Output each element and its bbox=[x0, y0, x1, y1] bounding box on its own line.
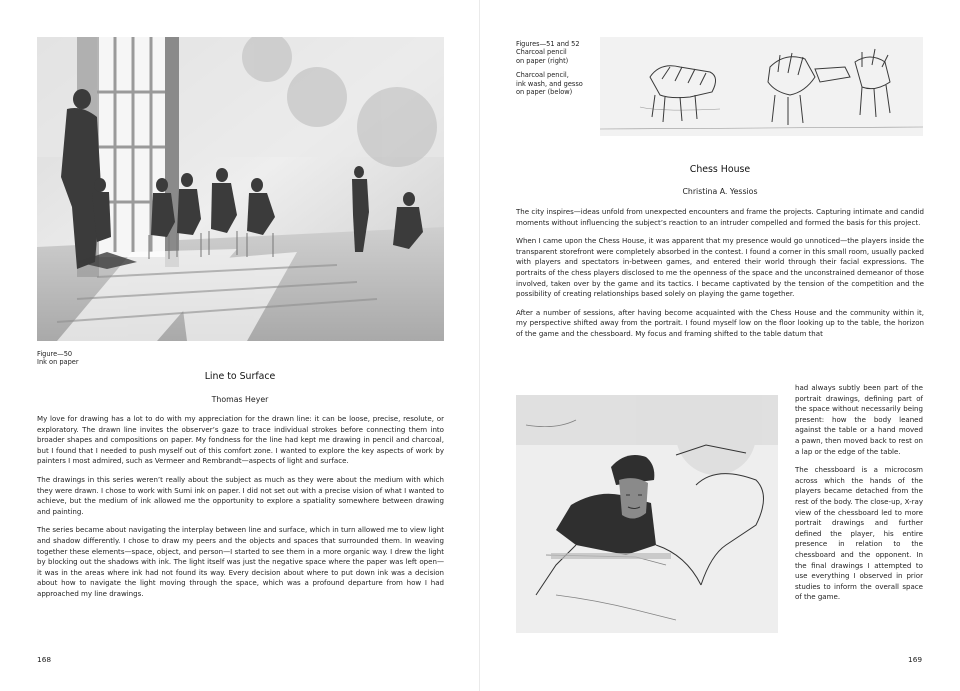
article-body bbox=[516, 207, 924, 348]
figure-50-caption bbox=[37, 350, 79, 367]
body-paragraph: The series became about navigating the interplay between line and surface, which in turn allowed me to view light and shadow differently. I chose to draw my peers and the objects and spaces that surrounded them. In weaving together these elements—space, object, and person—I started to see them in a more organic way. I drew the light by blocking out the shadows with ink. The light itself was just the negative space where the paper was left open—it was in the areas where ink had not found its way. Every decision about where to put down ink was a decision about how to navigate the light moving through the space, which was a profound departure from how I had approached my line drawings. bbox=[37, 525, 444, 598]
figure-52-chess-player-drawing bbox=[516, 395, 778, 633]
page-number: 168 bbox=[37, 655, 52, 664]
body-paragraph: The chessboard is a microcosm across which the hands of the players became detached from the rest of the body. The close-up, X-ray view of the chessboard led to more portrait drawings and further defined the player, his entire presence in relation to the chessboard and the opponent. In the final drawings I attempted to use everything I observed in prior studies to inform the overall space of the game. bbox=[795, 465, 923, 602]
right-page bbox=[480, 0, 960, 691]
article-title: Chess House bbox=[689, 164, 751, 175]
body-paragraph: had always subtly been part of the portrait drawings, defining part of the space without necessarily being present: how the body leaned against the table or a hand moved a pawn, then moved back to rest on a lap or the edge of the table. bbox=[795, 383, 923, 456]
caption-line: on paper (below) bbox=[516, 88, 573, 97]
body-paragraph: The city inspires—ideas unfold from unexpected encounters and frame the projects. Capturing intimate and candid moments without influencing the subject’s reaction to an intruder compelled and formed the basis for this project. bbox=[516, 207, 924, 227]
article-title: Line to Surface bbox=[204, 371, 276, 382]
body-paragraph: The drawings in this series weren’t really about the subject as much as they were about the medium with which they were drawn. I chose to work with Sumi ink on paper. I did not set out with a precise vision of what I wanted to achieve, but the medium of ink allowed me the opportunity to explore a spatiality somewhere between drawing and painting. bbox=[37, 474, 444, 516]
wrapped-text-column bbox=[795, 383, 923, 611]
caption-line: Charcoal pencil bbox=[516, 48, 567, 57]
caption-line: Charcoal pencil, bbox=[516, 71, 569, 80]
body-paragraph: After a number of sessions, after having become acquainted with the Chess House and the community within it, my perspective shifted away from the portrait. I found myself low on the floor looking up to the table, the horizon of the game and the chessboard. My focus and framing shifted to the table datum that bbox=[516, 307, 924, 338]
caption-line: on paper (right) bbox=[516, 56, 569, 65]
figures-51-52-caption bbox=[516, 40, 583, 96]
figure-51-charcoal-hands-drawing bbox=[600, 37, 923, 136]
page-number: 169 bbox=[908, 655, 923, 664]
body-paragraph: When I came upon the Chess House, it was apparent that my presence would go unnoticed—the players inside the transparent storefront were completely absorbed in the contest. I found a corner in this small room, usually packed with players and spectators in-between games, and entered their world through their facial expressions. The portraits of the chess players disclosed to me the openness of the space and the unconstrained demeanor of those involved, taken over by the game and its tactics. I became captivated by the tension of the competition and the possibility of creating relationships based solely on playing the game together. bbox=[516, 236, 924, 299]
article-author: Thomas Heyer bbox=[211, 395, 269, 404]
figure-50-ink-drawing bbox=[37, 37, 444, 341]
caption-line: ink wash, and gesso bbox=[516, 79, 583, 88]
body-paragraph: My love for drawing has a lot to do with my appreciation for the drawn line: it can be loose, precise, resolute, or exploratory. The drawn line invites the observer’s gaze to trace individual strokes before connecting them into broader shapes and compositions on paper. My fondness for the line had kept me drawing in pencil and charcoal, but I found that I needed to push myself out of this comfort zone. I wanted to explore the key aspects of work by painters I most admired, such as Vermeer and Rembrandt—aspects of light and surface. bbox=[37, 414, 444, 466]
article-body bbox=[37, 414, 444, 608]
caption-line: Figures—51 and 52 bbox=[516, 40, 580, 48]
caption-line: Ink on paper bbox=[37, 358, 79, 367]
caption-line: Figure—50 bbox=[37, 350, 73, 358]
article-author: Christina A. Yessios bbox=[682, 187, 758, 196]
